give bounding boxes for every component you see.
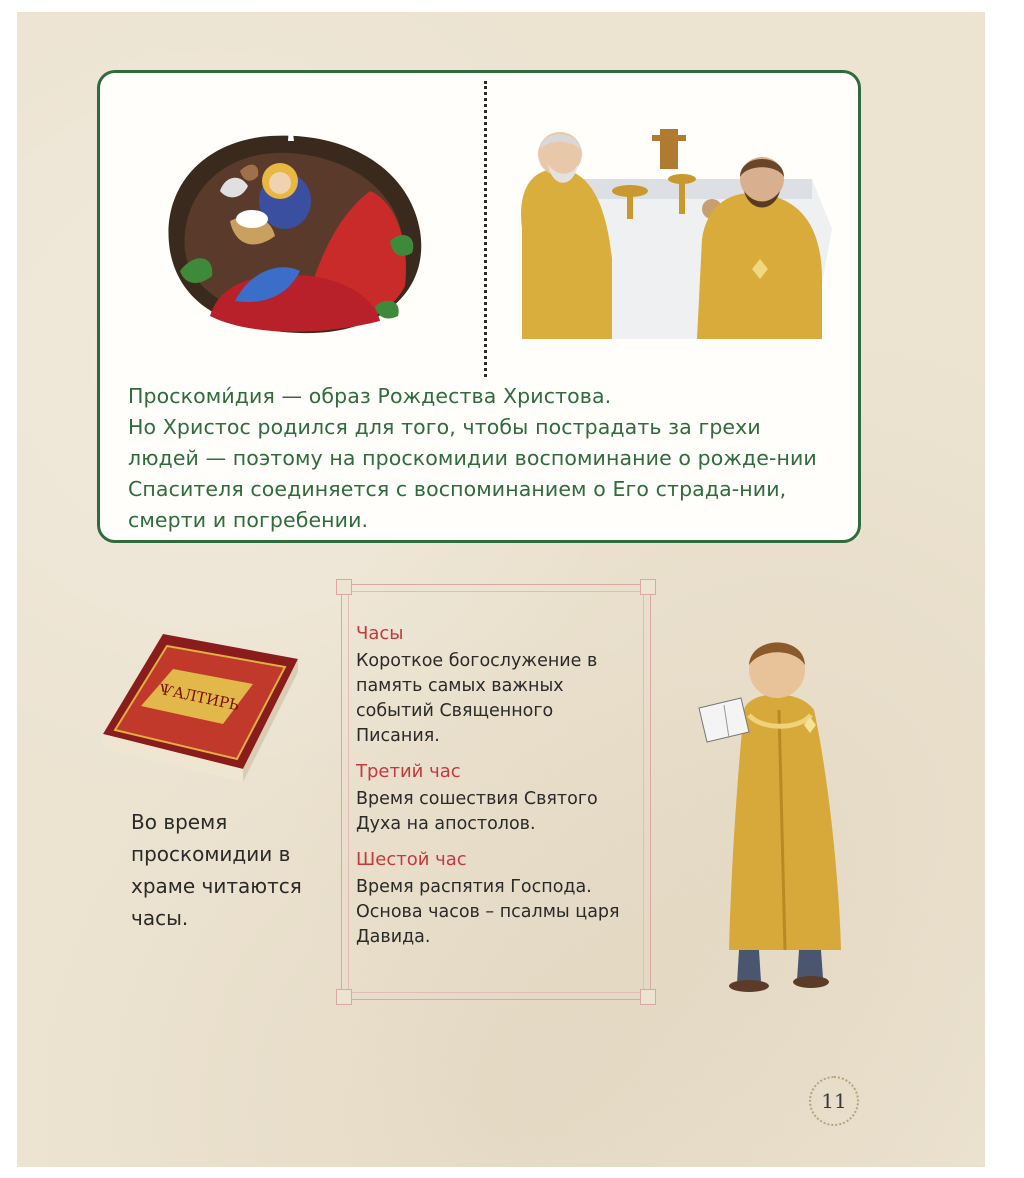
glossary-definition: Время сошествия Святого Духа на апостолов. bbox=[356, 789, 598, 834]
side-note: Во время проскомидии в храме читаются часы. bbox=[131, 810, 302, 930]
page-number: 11 bbox=[809, 1076, 859, 1126]
glossary-definition: Короткое богослужение в память самых важных событий Священного Писания. bbox=[356, 651, 598, 746]
nativity-illustration bbox=[140, 101, 440, 341]
glossary-definition: Время распятия Господа. Основа часов – псалмы царя Давида. bbox=[356, 877, 620, 947]
glossary-term: Часы bbox=[356, 623, 404, 644]
info-box-line-1: Проскоми́дия — образ Рождества Христова. bbox=[128, 384, 612, 408]
glossary-entry bbox=[356, 623, 636, 749]
reader-illustration bbox=[689, 620, 859, 998]
glossary-term: Шестой час bbox=[356, 849, 467, 870]
priests-illustration bbox=[512, 109, 832, 369]
info-box-text bbox=[128, 381, 838, 536]
book-title: ѰАЛТИРЬ bbox=[157, 679, 241, 715]
info-box bbox=[97, 70, 861, 543]
glossary-frame bbox=[341, 584, 651, 1000]
psalter-book-illustration bbox=[93, 624, 303, 784]
glossary-entry bbox=[356, 849, 636, 950]
book-page bbox=[17, 12, 985, 1167]
glossary-term: Третий час bbox=[356, 761, 461, 782]
info-box-line-2: Но Христос родился для того, чтобы пострадать за грехи людей — поэтому на проскомидии воспоминание о рожде-нии Спасителя соединяется с воспоминанием о Его страда-нии, смерти и погребении. bbox=[128, 415, 817, 532]
glossary-entry bbox=[356, 761, 636, 837]
dotted-divider bbox=[484, 81, 487, 377]
